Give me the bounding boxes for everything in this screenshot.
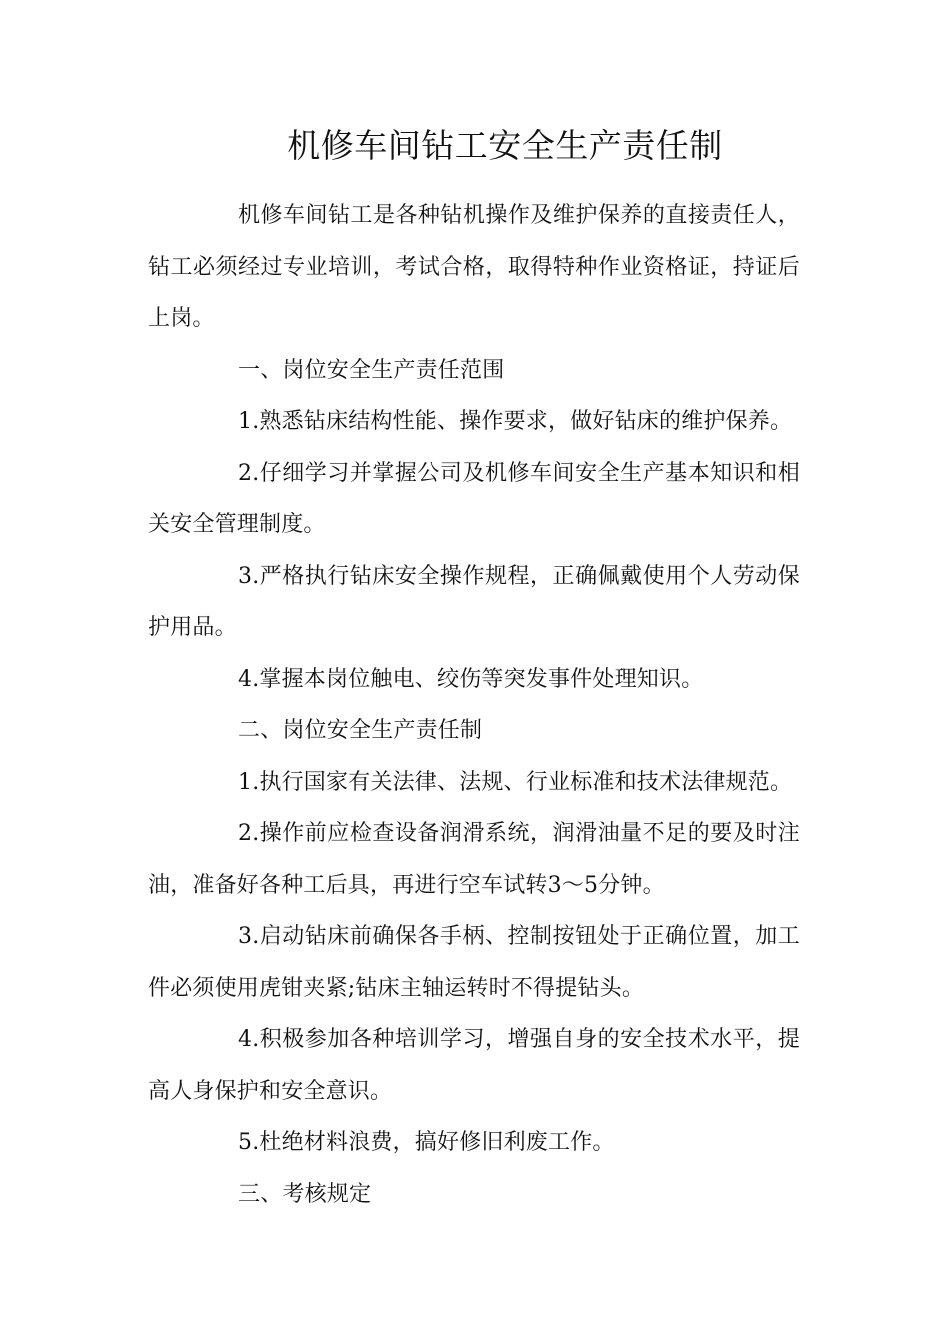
system-item-1: 1.执行国家有关法律、法规、行业标准和技术法律规范。 xyxy=(238,769,793,795)
section-heading-responsibility-scope: 一、岗位安全生产责任范围 xyxy=(238,357,505,383)
system-item-2: 2.操作前应检查设备润滑系统，润滑油量不足的要及时注油，准备好各种工后具，再进行空车试转3～5分钟。 xyxy=(148,821,800,898)
scope-item-2: 2.仔细学习并掌握公司及机修车间安全生产基本知识和相关安全管理制度。 xyxy=(148,460,800,537)
intro-paragraph: 机修车间钻工是各种钻机操作及维护保养的直接责任人，钻工必须经过专业培训，考试合格，取得特种作业资格证，持证后上岗。 xyxy=(148,203,800,331)
scope-item-1: 1.熟悉钻床结构性能、操作要求，做好钻床的维护保养。 xyxy=(238,409,793,434)
section-heading-responsibility-system: 二、岗位安全生产责任制 xyxy=(238,718,483,743)
document-title: 机修车间钻工安全生产责任制 xyxy=(287,126,723,165)
system-item-4: 4.积极参加各种培训学习，增强自身的安全技术水平，提高人身保护和安全意识。 xyxy=(148,1027,800,1104)
system-item-5: 5.杜绝材料浪费，搞好修旧利废工作。 xyxy=(238,1130,615,1155)
document-body xyxy=(148,190,800,1220)
scope-item-4: 4.掌握本岗位触电、绞伤等突发事件处理知识。 xyxy=(238,666,704,692)
system-item-3: 3.启动钻床前确保各手柄、控制按钮处于正确位置，加工件必须使用虎钳夹紧;钻床主轴运转时不得提钻头。 xyxy=(148,924,800,1001)
scope-item-3: 3.严格执行钻床安全操作规程，正确佩戴使用个人劳动保护用品。 xyxy=(148,563,800,640)
section-heading-assessment: 三、考核规定 xyxy=(238,1181,372,1207)
